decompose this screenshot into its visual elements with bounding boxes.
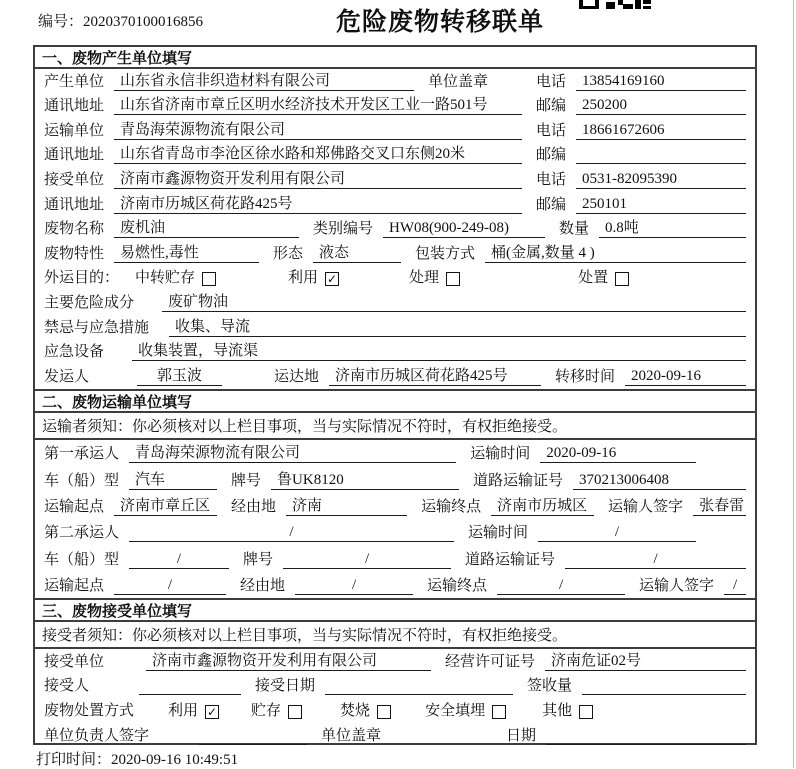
option-disposal-incinerate <box>340 699 391 720</box>
option-utilize <box>288 266 339 287</box>
print-time-label: 打印时间： <box>36 752 112 768</box>
route1-sign-value: 张春雷 <box>693 494 746 516</box>
dispatcher-value: 郭玉波 <box>137 364 222 386</box>
accept-person-label: 接受人 <box>44 678 90 695</box>
road-cert1-value: 370213006408 <box>573 472 746 490</box>
route2-via-value: / <box>295 577 413 595</box>
waste-category-value: HW08(900-249-08) <box>383 220 545 238</box>
option-disposal-utilize-label: 利用 <box>168 703 199 720</box>
manifest-form <box>33 45 757 745</box>
row-vehicle1 <box>35 466 755 492</box>
receiver-address-value: 济南市历城区荷花路425号 <box>114 192 522 214</box>
transport-time2-label: 运输时间 <box>467 525 528 542</box>
qr-code-fragment-icon <box>578 0 652 10</box>
option-treat <box>409 266 460 287</box>
accept-person-value <box>139 677 241 695</box>
waste-quantity-value: 0.8吨 <box>599 216 746 238</box>
row-hazard-component <box>35 290 755 315</box>
vehicle2-type-label: 车（船）型 <box>44 551 120 568</box>
packaging-label: 包装方式 <box>415 245 476 262</box>
transport-phone-value: 18661672606 <box>576 122 746 140</box>
route2-sign-label: 运输人签字 <box>639 578 715 595</box>
road-cert2-value: / <box>565 551 746 569</box>
waste-name-value: 废机油 <box>114 216 299 238</box>
checkbox-disposal-landfill <box>492 705 506 719</box>
second-carrier-value: / <box>129 524 454 542</box>
option-utilize-label: 利用 <box>288 270 319 287</box>
section3-header: 三、废物接受单位填写 <box>35 598 755 622</box>
print-time-value: 2020-09-16 10:49:51 <box>111 752 239 768</box>
waste-form-label: 形态 <box>273 245 304 262</box>
section3-notice: 接受者须知：你必须核对以上栏目事项，当与实际情况不符时，有权拒绝接受。 <box>35 622 755 649</box>
transport-unit-value: 青岛海荣源物流有限公司 <box>114 118 522 140</box>
producer-address-value: 山东省济南市章丘区明水经济技术开发区工业一路501号 <box>114 93 522 115</box>
row-route1 <box>35 493 755 519</box>
vehicle1-type-label: 车（船）型 <box>44 472 120 489</box>
accept-date-value <box>325 677 513 695</box>
page-title: 危险废物转移联单 <box>335 9 544 36</box>
plate2-value: / <box>283 551 451 569</box>
checkbox-disposal-incinerate <box>377 705 391 719</box>
waste-property-label: 废物特性 <box>44 245 105 262</box>
emergency-measures-label: 禁忌与应急措施 <box>44 319 150 336</box>
vehicle2-type-value: / <box>129 551 229 569</box>
first-carrier-label: 第一承运人 <box>44 446 120 463</box>
responsible-signature-label: 单位负责人签字 <box>44 727 150 744</box>
option-transfer-storage <box>135 266 216 287</box>
route1-start-label: 运输起点 <box>44 498 105 515</box>
option-disposal-landfill-label: 安全填埋 <box>425 703 486 720</box>
hazard-component-value: 废矿物油 <box>162 290 746 312</box>
serial-label: 编号： <box>38 14 84 30</box>
accept-unit-label: 接受单位 <box>44 653 105 670</box>
section2-header: 二、废物运输单位填写 <box>35 389 755 413</box>
checkbox-transfer-storage <box>202 272 216 286</box>
emergency-measures-value: 收集、导流 <box>169 315 746 337</box>
emergency-equipment-value: 收集装置，导流渠 <box>132 339 746 361</box>
row-waste-name <box>35 217 755 242</box>
transport-unit-label: 运输单位 <box>44 122 105 139</box>
producer-unit-label: 产生单位 <box>44 73 105 90</box>
option-disposal-store <box>251 699 302 720</box>
producer-zip-value: 250200 <box>576 97 746 115</box>
transport-time2-value: / <box>538 524 696 542</box>
receiver-phone-value: 0531-82095390 <box>576 171 746 189</box>
option-disposal-store-label: 贮存 <box>251 703 282 720</box>
row-receiver-unit <box>35 167 755 192</box>
vehicle1-type-value: 汽车 <box>129 468 217 490</box>
row-first-carrier <box>35 440 755 466</box>
option-dispose-label: 处置 <box>578 270 609 287</box>
option-disposal-utilize <box>168 699 219 720</box>
second-carrier-label: 第二承运人 <box>44 525 120 542</box>
row-accept-unit <box>35 649 755 674</box>
sign-date-label: 日期 <box>505 727 536 744</box>
option-disposal-other <box>542 699 593 720</box>
row-dispatcher <box>35 364 755 389</box>
emergency-equipment-label: 应急设备 <box>44 344 105 361</box>
producer-phone-value: 13854169160 <box>576 73 746 91</box>
checkbox-dispose <box>615 272 629 286</box>
producer-address-label: 通讯地址 <box>44 98 105 115</box>
row-emergency-measures <box>35 315 755 340</box>
waste-category-label: 类别编号 <box>313 221 374 238</box>
transport-address-value: 山东省青岛市李沧区徐水路和郑佛路交叉口东侧20米 <box>114 142 522 164</box>
serial-value: 2020370100016856 <box>83 14 204 30</box>
option-dispose <box>578 266 629 287</box>
transfer-time-value: 2020-09-16 <box>625 368 746 386</box>
option-treat-label: 处理 <box>409 270 440 287</box>
receiver-phone-label: 电话 <box>535 171 566 188</box>
receiver-address-label: 通讯地址 <box>44 196 105 213</box>
first-carrier-value: 青岛海荣源物流有限公司 <box>129 441 456 463</box>
receiver-unit-label: 接受单位 <box>44 171 105 188</box>
accept-unit-value: 济南市鑫源物资开发利用有限公司 <box>146 649 431 671</box>
check-mark: ✓ <box>327 272 338 287</box>
section1-header: 一、废物产生单位填写 <box>35 47 755 69</box>
transfer-purpose-label: 外运目的： <box>44 270 120 287</box>
transport-address-label: 通讯地址 <box>44 147 105 164</box>
check-mark: ✓ <box>207 705 218 720</box>
row-second-carrier <box>35 519 755 545</box>
row-vehicle2 <box>35 545 755 571</box>
accept-date-label: 接受日期 <box>255 678 316 695</box>
plate2-label: 牌号 <box>243 551 274 568</box>
dispatcher-label: 发运人 <box>44 368 90 385</box>
packaging-value: 桶(金属,数量 4 ) <box>485 241 746 263</box>
row-emergency-equipment <box>35 340 755 365</box>
section2-notice: 运输者须知：你必须核对以上栏目事项，当与实际情况不符时，有权拒绝接受。 <box>35 413 755 440</box>
producer-zip-label: 邮编 <box>535 98 566 115</box>
route2-start-label: 运输起点 <box>44 578 105 595</box>
checkbox-disposal-utilize <box>205 705 219 719</box>
plate1-value: 鲁UK8120 <box>271 468 459 490</box>
receiver-zip-label: 邮编 <box>535 196 566 213</box>
row-transport-unit <box>35 118 755 143</box>
receiver-zip-value: 250101 <box>576 196 746 214</box>
checkbox-disposal-store <box>288 705 302 719</box>
accept-seal-label: 单位盖章 <box>321 727 382 744</box>
producer-phone-label: 电话 <box>535 73 566 90</box>
road-cert2-label: 道路运输证号 <box>465 551 556 568</box>
sign-date-value <box>546 727 746 745</box>
waste-quantity-label: 数量 <box>559 221 590 238</box>
row-waste-property <box>35 241 755 266</box>
option-disposal-landfill <box>425 699 506 720</box>
option-transfer-storage-label: 中转贮存 <box>135 270 196 287</box>
waste-name-label: 废物名称 <box>44 221 105 238</box>
row-transfer-purpose <box>35 266 755 291</box>
destination-value: 济南市历城区荷花路425号 <box>329 364 541 386</box>
road-cert1-label: 道路运输证号 <box>473 472 564 489</box>
route2-sign-value: / <box>724 577 746 595</box>
transport-time1-value: 2020-09-16 <box>540 445 696 463</box>
row-producer-address <box>35 94 755 119</box>
hazard-component-label: 主要危险成分 <box>44 294 135 311</box>
license-label: 经营许可证号 <box>445 653 536 670</box>
checkbox-utilize <box>325 272 339 286</box>
route2-end-label: 运输终点 <box>427 578 488 595</box>
receipt-quantity-label: 签收量 <box>527 678 573 695</box>
row-route2 <box>35 572 755 598</box>
transport-zip-value <box>576 146 746 164</box>
row-accept-person <box>35 674 755 699</box>
row-transport-address <box>35 143 755 168</box>
checkbox-treat <box>446 272 460 286</box>
waste-form-value: 液态 <box>313 241 401 263</box>
responsible-signature-value <box>199 727 307 745</box>
route1-sign-label: 运输人签字 <box>608 498 684 515</box>
route1-end-label: 运输终点 <box>421 498 482 515</box>
route1-via-value: 济南 <box>286 494 407 516</box>
transfer-time-label: 转移时间 <box>555 368 616 385</box>
transport-phone-label: 电话 <box>535 122 566 139</box>
route1-start-value: 济南市章丘区 <box>114 494 217 516</box>
route2-start-value: / <box>114 577 226 595</box>
plate1-label: 牌号 <box>231 472 262 489</box>
disposal-method-label: 废物处置方式 <box>44 703 135 720</box>
waste-property-value: 易燃性,毒性 <box>114 241 259 263</box>
route1-via-label: 经由地 <box>230 498 276 515</box>
transport-time1-label: 运输时间 <box>470 446 531 463</box>
receiver-unit-value: 济南市鑫源物资开发利用有限公司 <box>114 167 522 189</box>
option-disposal-other-label: 其他 <box>542 703 573 720</box>
checkbox-disposal-other <box>579 705 593 719</box>
route1-end-value: 济南市历城区 <box>491 494 594 516</box>
row-responsible-signature <box>35 723 755 748</box>
page-edge-line <box>793 0 794 768</box>
transport-zip-label: 邮编 <box>535 147 566 164</box>
license-value: 济南危证02号 <box>545 649 746 671</box>
print-time <box>36 748 238 769</box>
option-disposal-incinerate-label: 焚烧 <box>340 703 371 720</box>
row-disposal-method <box>35 698 755 723</box>
destination-label: 运达地 <box>274 368 320 385</box>
route2-end-value: / <box>497 577 625 595</box>
unit-seal-label: 单位盖章 <box>428 73 489 90</box>
row-producer-unit <box>35 69 755 94</box>
producer-unit-value: 山东省永信非织造材料有限公司 <box>114 69 414 91</box>
row-receiver-address <box>35 192 755 217</box>
receipt-quantity-value <box>582 677 746 695</box>
route2-via-label: 经由地 <box>240 578 286 595</box>
